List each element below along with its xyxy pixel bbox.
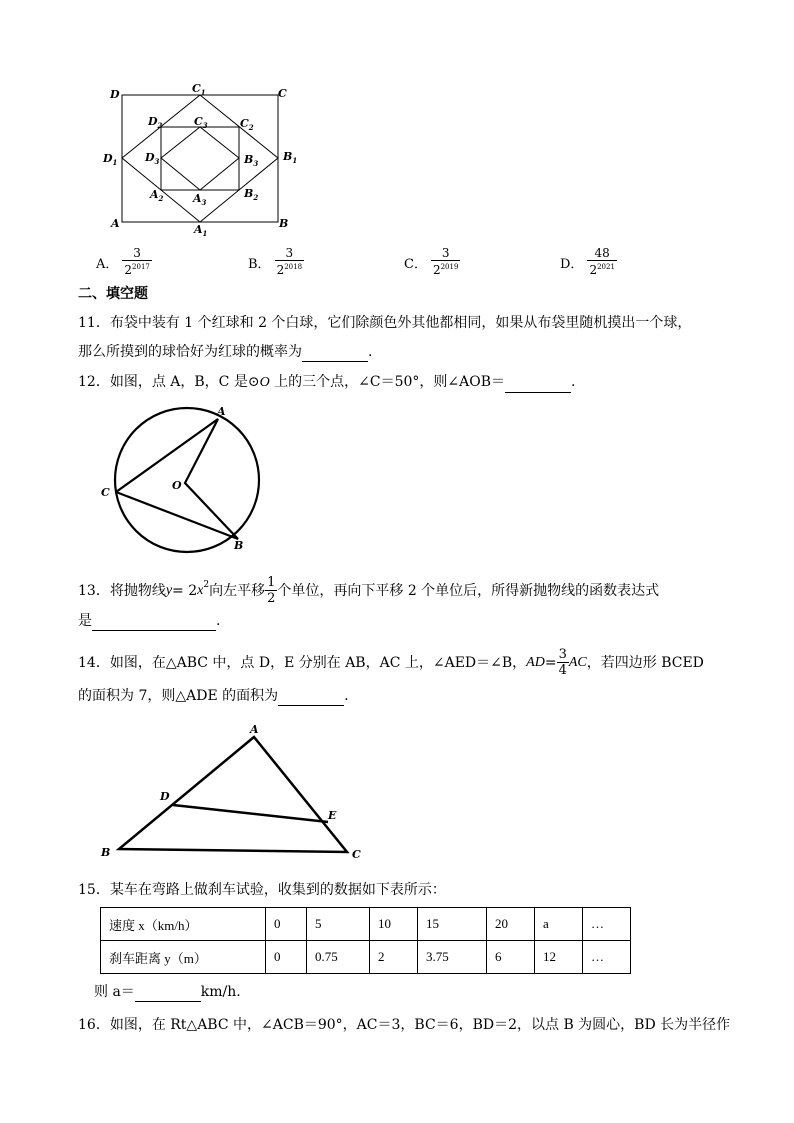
fraction-three-quarters: $\frac{3}{4}$ [558,647,567,678]
question-11-line1: 11．布袋中装有 1 个红球和 2 个白球，它们除颜色外其他都相同，如果从布袋里随机摸出一个球， [78,315,692,331]
question-16: 16．如图，在 Rt△ABC 中，∠ACB＝90°，AC＝3，BC＝6，BD＝2，以点 B 为圆心，BD 长为半径作 [78,1017,731,1033]
triangle-abc [119,737,347,852]
question-11-line2: 那么所摸到的球恰好为红球的概率为 . [78,344,373,360]
answer-blank[interactable] [278,705,344,706]
table-cell: 0.75 [307,941,370,974]
label-A3: $A_3$ [193,192,207,208]
table-cell: 20 [487,908,535,941]
label-A: A [111,217,120,230]
table-cell: a [535,908,583,941]
question-14-line1: 14．如图，在△ABC 中，点 D，E 分别在 AB，AC 上，∠AED＝∠B， AD = $\frac{3}{4}$ AC ，若四边形 BCED [78,647,704,678]
option-letter: C． [404,256,427,272]
label-B: B [234,539,244,552]
option-a [96,247,152,277]
option-letter: A． [96,256,119,272]
table-row [101,941,631,974]
option-letter: D． [560,256,584,272]
circle-figure [110,405,270,555]
option-b [248,247,304,277]
label-O: O [172,479,182,492]
label-B1: $B_1$ [283,150,298,166]
option-fraction: $\frac{3}{2^{2018}}$ [276,246,303,277]
table-cell: 10 [370,908,418,941]
label-A: A [217,405,226,418]
label-D1: $D_1$ [103,152,118,168]
fraction-half: $\frac{1}{2}$ [267,575,276,606]
table-cell: 2 [370,941,418,974]
question-15-answer: 则 a＝ km/h. [94,984,241,1000]
segment-de [173,805,328,822]
label-C: C [278,87,287,100]
option-d [560,247,617,277]
label-A1: $A_1$ [194,223,208,239]
label-C2: $C_2$ [240,117,254,133]
option-fraction: $\frac{3}{2^{2017}}$ [124,246,150,277]
label-B: B [279,217,289,230]
answer-blank[interactable] [302,361,368,362]
option-c [404,247,460,277]
label-A2: $A_2$ [150,188,164,204]
table-cell: 0 [266,941,307,974]
label-D2: $D_2$ [148,115,163,131]
table-cell: 3.75 [418,941,487,974]
label-D3: $D_3$ [145,151,160,167]
label-C: C [352,848,361,861]
section-title: 二、填空题 [78,286,148,302]
nested-rectangles-figure [100,80,310,240]
label-B3: $B_3$ [244,153,259,169]
label-C: C [101,486,110,499]
table-cell: 5 [307,908,370,941]
label-D: D [160,790,170,803]
rhombus-a3b3c3d3 [161,127,239,190]
table-cell: 12 [535,941,583,974]
table-cell: 速度 x（km/h） [101,908,266,941]
answer-blank[interactable] [135,1001,201,1002]
question-14-line2: 的面积为 7，则△ADE 的面积为 . [78,688,349,704]
triangle-figure [110,725,360,860]
answer-blank[interactable] [92,630,216,631]
option-fraction: $\frac{48}{2^{2021}}$ [589,246,615,277]
answer-blank[interactable] [505,392,571,393]
table-cell: … [583,941,631,974]
table-cell: 15 [418,908,487,941]
label-A: A [250,723,259,736]
question-13-line2: 是 . [78,613,221,629]
option-fraction: $\frac{3}{2^{2019}}$ [432,246,459,277]
option-letter: B． [248,256,271,272]
table-cell: 0 [266,908,307,941]
table-cell: 6 [487,941,535,974]
question-12: 12．如图，点 A，B，C 是⊙O 上的三个点，∠C＝50°，则∠AOB＝ . [78,372,575,393]
table-cell: … [583,908,631,941]
label-C3: $C_3$ [194,115,208,131]
table-row [101,908,631,941]
label-B: B [101,846,111,859]
question-15: 15．某车在弯路上做刹车试验，收集到的数据如下表所示： [78,882,446,898]
question-13-line1: 13．将抛物线 y = 2 x $^2$ 向左平移 $\frac{1}{2}$ 个单位，再向下平移 2 个单位后，所得新抛物线的函数表达式 [78,575,660,606]
data-table [100,907,631,974]
label-C1: $C_1$ [192,82,206,98]
label-D: D [110,88,120,101]
label-B2: $B_2$ [244,187,259,203]
table-cell: 刹车距离 y（m） [101,941,266,974]
label-E: E [328,809,337,822]
rectangle-a2b2c2d2 [161,127,239,190]
